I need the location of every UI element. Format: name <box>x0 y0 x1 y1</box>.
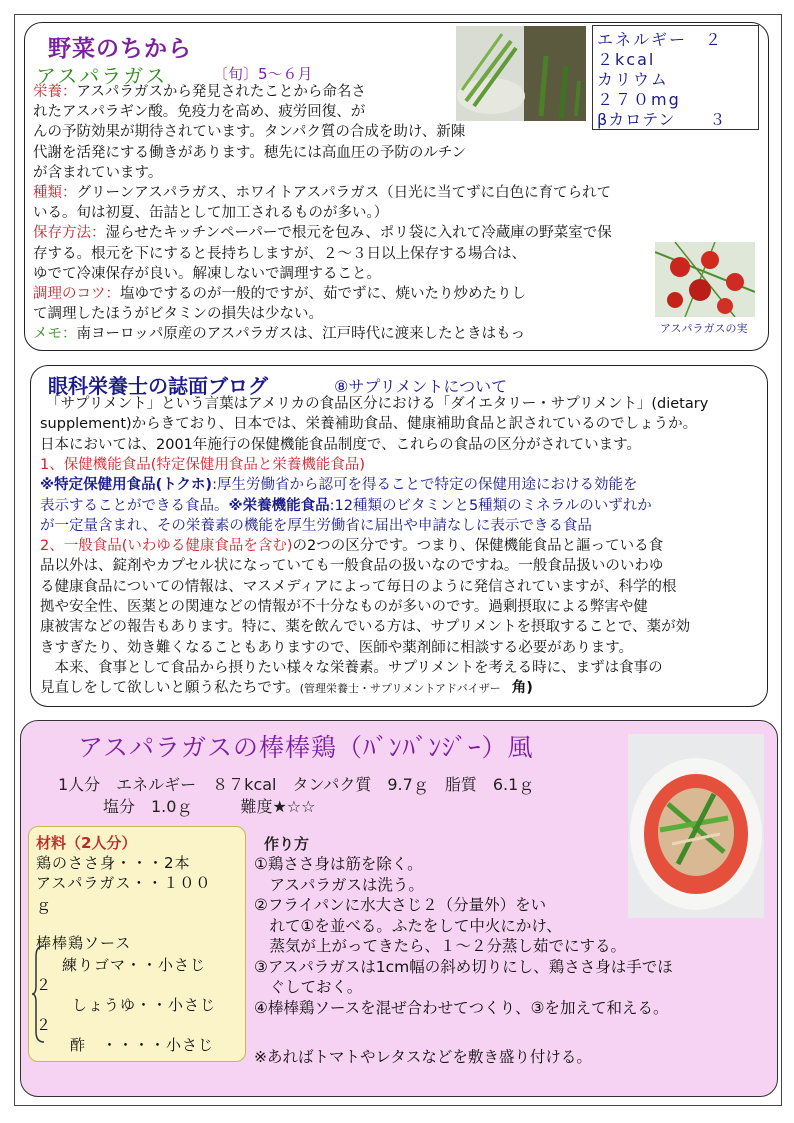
steps-title: 作り方 <box>264 835 310 853</box>
material-line: 棒棒鶏ソース <box>36 934 132 952</box>
material-line: ２ <box>36 976 53 994</box>
veg-title: 野菜のちから <box>48 36 192 62</box>
veg-text-label: 栄養： <box>33 84 77 100</box>
veg-text-line <box>33 324 525 344</box>
veg-text-line <box>33 244 526 264</box>
veg-text-body: グリーンアスパラガス、ホワイトアスパラガス（日光に当てずに白色に育てられて <box>76 185 612 201</box>
recipe-step-line: 蒸気が上がってきたら、１～２分蒸し茹でにする。 <box>254 937 627 955</box>
blog-text-segment: 品以外は、錠剤やカプセル状になっていても一般食品の扱いなのですね。一般食品扱いのいわゆ <box>40 558 664 575</box>
blog-text-segment: ※特定保健用食品(トクホ) <box>40 477 213 494</box>
recipe-step-line: ぐしておく。 <box>254 978 363 996</box>
veg-text-body: いる。旬は初夏、缶詰として加工されるものが多い。） <box>33 205 389 222</box>
veg-text-label: 調理のコツ： <box>33 286 120 302</box>
veg-text-line <box>33 183 611 203</box>
blog-text-segment: 表示することができる食品。 <box>40 497 229 514</box>
blog-text-segment: 本来、食事として食品から摂りたい様々な栄養素。サプリメントを考える時に、まずは食事の <box>40 659 663 676</box>
material-line: 鶏のささ身・・・2本 <box>36 854 191 872</box>
blog-text-line <box>40 556 663 576</box>
recipe-title: アスパラガスの棒棒鶏（ﾊﾞﾝﾊﾞﾝｼﾞｰ）風 <box>78 733 534 762</box>
blog-text-segment: 1、保健機能食品(特定保健用食品と栄養機能食品) <box>40 456 366 473</box>
blog-text-segment: きすぎたり、効き難くなることもありますので、医師や薬剤師に相談する必要があります。 <box>40 639 634 656</box>
blog-text-segment: 日本においては、2001年施行の保健機能食品制度で、これらの食品の区分がされています。 <box>40 436 641 453</box>
asparagus-photo <box>456 26 586 121</box>
blog-text-segment: 見直しをして欲しいと願う私たちです。 <box>40 680 300 697</box>
blog-text-line <box>46 394 708 414</box>
nutrition-line: カリウム <box>597 70 669 89</box>
blog-text-segment: :12種類のビタミンと5種類のミネラルのいずれか <box>329 497 652 514</box>
blog-text-line <box>40 455 365 475</box>
blog-text-line <box>40 414 697 434</box>
recipe-step-line: アスパラガスは洗う。 <box>254 875 424 894</box>
blog-text-segment: 角) <box>511 680 533 697</box>
veg-text-body: て調理したほうがビタミンの損失は少ない。 <box>33 306 323 323</box>
veg-text-line <box>33 264 381 284</box>
blog-text-line <box>40 435 641 455</box>
veg-text-body: 南ヨーロッパ原産のアスパラガスは、江戸時代に渡来したときはもっ <box>76 326 526 343</box>
material-line: 酢 ・・・・小さじ <box>70 1036 215 1054</box>
nutrition-line: βカロテン ３ <box>597 110 727 129</box>
nutrition-line: ２kcal <box>597 50 656 69</box>
blog-text-segment: supplement)からきており、日本では、栄養補助食品、健康補助食品と訳されているのでしょうか。 <box>40 416 698 433</box>
blog-text-segment: の2つの区分です。つまり、保健機能食品と謳っている食 <box>292 538 664 555</box>
blog-text-segment: 康被害などの報告もあります。特に、薬を飲んでいる方は、サプリメントを摂取することで、薬が効 <box>40 619 691 636</box>
recipe-info-line1: 1人分 エネルギー ８７kcal タンパク質 9.7ｇ 脂質 6.1ｇ <box>58 775 535 794</box>
material-line: ２ <box>36 1016 53 1034</box>
blog-text-line <box>40 658 663 678</box>
veg-text-body: 代謝を活発にする働きがあります。穂先には高血圧の予防のルチン <box>33 144 467 161</box>
veg-text-label: メモ： <box>33 326 77 343</box>
blog-text-line <box>40 638 633 658</box>
recipe-step-line: ③アスパラガスは1cm幅の斜め切りにし、鶏ささ身は手でほ <box>254 957 673 976</box>
material-line: しょうゆ・・小さじ <box>72 996 217 1014</box>
veg-season: 〔旬〕5～６月 <box>213 65 313 83</box>
recipe-info-line2: 塩分 1.0ｇ 難度★☆☆ <box>103 797 316 816</box>
blog-subtitle: ⑧サプリメントについて <box>334 377 508 396</box>
material-line: アスパラガス・・１００ <box>36 874 212 892</box>
nutrition-line: エネルギー ２ <box>597 30 724 49</box>
veg-text-line <box>33 203 388 223</box>
materials-title: 材料（2人分） <box>36 834 137 852</box>
recipe-step-line: ②フライパンに水大さじ２（分量外）をい <box>254 896 547 914</box>
veg-text-body: 存する。根元を下にすると長持ちしますが、２～３日以上保存する場合は、 <box>33 245 526 262</box>
veg-text-line <box>33 143 466 163</box>
blog-text-line <box>40 617 690 637</box>
veg-text-label: 種類： <box>33 185 77 201</box>
berry-caption: アスパラガスの実 <box>660 322 748 335</box>
blog-text-line <box>40 516 592 536</box>
blog-text-segment: る健康食品についての情報は、マスメディアによって毎日のように発信されていますが、科学的根 <box>40 578 677 595</box>
blog-text-segment: (管理栄養士・サプリメントアドバイザー <box>299 682 512 696</box>
blog-title: 眼科栄養士の誌面ブログ <box>48 374 268 398</box>
blog-text-segment: 拠や安全性、医薬との関連などの情報が不十分なものが多いのです。過剰摂取による弊害や健 <box>40 599 648 615</box>
veg-text-body: が含まれています。 <box>33 164 163 181</box>
blog-text-segment: 2、一般食品(いわゆる健康食品を含む) <box>40 538 293 555</box>
blog-text-segment: ※栄養機能食品 <box>228 497 330 514</box>
veg-text-body: アスパラガスから発見されたことから命名さ <box>76 84 366 100</box>
blog-text-line <box>40 597 648 617</box>
sauce-brace-icon <box>32 944 46 1044</box>
nutrition-line: ２７０mg <box>597 90 681 109</box>
veg-text-line <box>33 122 465 142</box>
dish-photo <box>628 734 764 918</box>
veg-text-line <box>33 163 162 183</box>
veg-text-line <box>33 102 365 122</box>
blog-text-segment: 「サプリメント」という言葉はアメリカの食品区分における「ダイエタリー・サプリメント」(dietary <box>46 396 709 412</box>
recipe-step-line: ※あればトマトやレタスなどを敷き盛り付ける。 <box>254 1047 592 1066</box>
veg-text-body: んの予防効果が期待されています。タンパク質の合成を助け、新陳 <box>33 124 466 141</box>
blog-text-segment: :厚生労働省から認可を得ることで特定の保健用途における効能を <box>212 477 638 494</box>
veg-text-body: れたアスパラギン酸。免疫力を高め、疲労回復、が <box>33 104 366 121</box>
blog-text-line <box>40 678 533 699</box>
blog-text-line <box>40 496 652 516</box>
veg-text-line <box>33 82 366 102</box>
material-line: ｇ <box>36 896 53 914</box>
veg-name: アスパラガス <box>36 64 168 88</box>
blog-text-line <box>40 577 677 597</box>
veg-text-line <box>33 223 612 243</box>
veg-text-body: 塩ゆでするのが一般的ですが、茹でずに、焼いたり炒めたりし <box>120 286 526 302</box>
blog-text-line <box>40 475 637 495</box>
recipe-step-line: ①鶏ささ身は筋を除く。 <box>254 855 423 873</box>
veg-text-body: ゆでて冷凍保存が良い。解凍しないで調理すること。 <box>33 265 381 282</box>
recipe-step-line: ④棒棒鶏ソースを混ぜ合わせてつくり、③を加えて和える。 <box>254 998 669 1017</box>
blog-text-segment: が一定量含まれ、その栄養素の機能を厚生労働省に届出や申請なしに表示できる食品 <box>40 517 592 534</box>
asparagus-berries-photo <box>655 242 755 317</box>
recipe-step-line: れて①を並べる。ふたをして中火にかけ、 <box>254 916 562 935</box>
veg-text-line <box>33 284 526 304</box>
veg-text-label: 保存方法： <box>33 225 106 242</box>
veg-text-body: 湿らせたキッチンペーパーで根元を包み、ポリ袋に入れて冷蔵庫の野菜室で保 <box>105 225 612 242</box>
blog-text-line <box>40 536 663 556</box>
material-line: 練りゴマ・・小さじ <box>62 956 207 974</box>
veg-text-line <box>33 304 323 324</box>
